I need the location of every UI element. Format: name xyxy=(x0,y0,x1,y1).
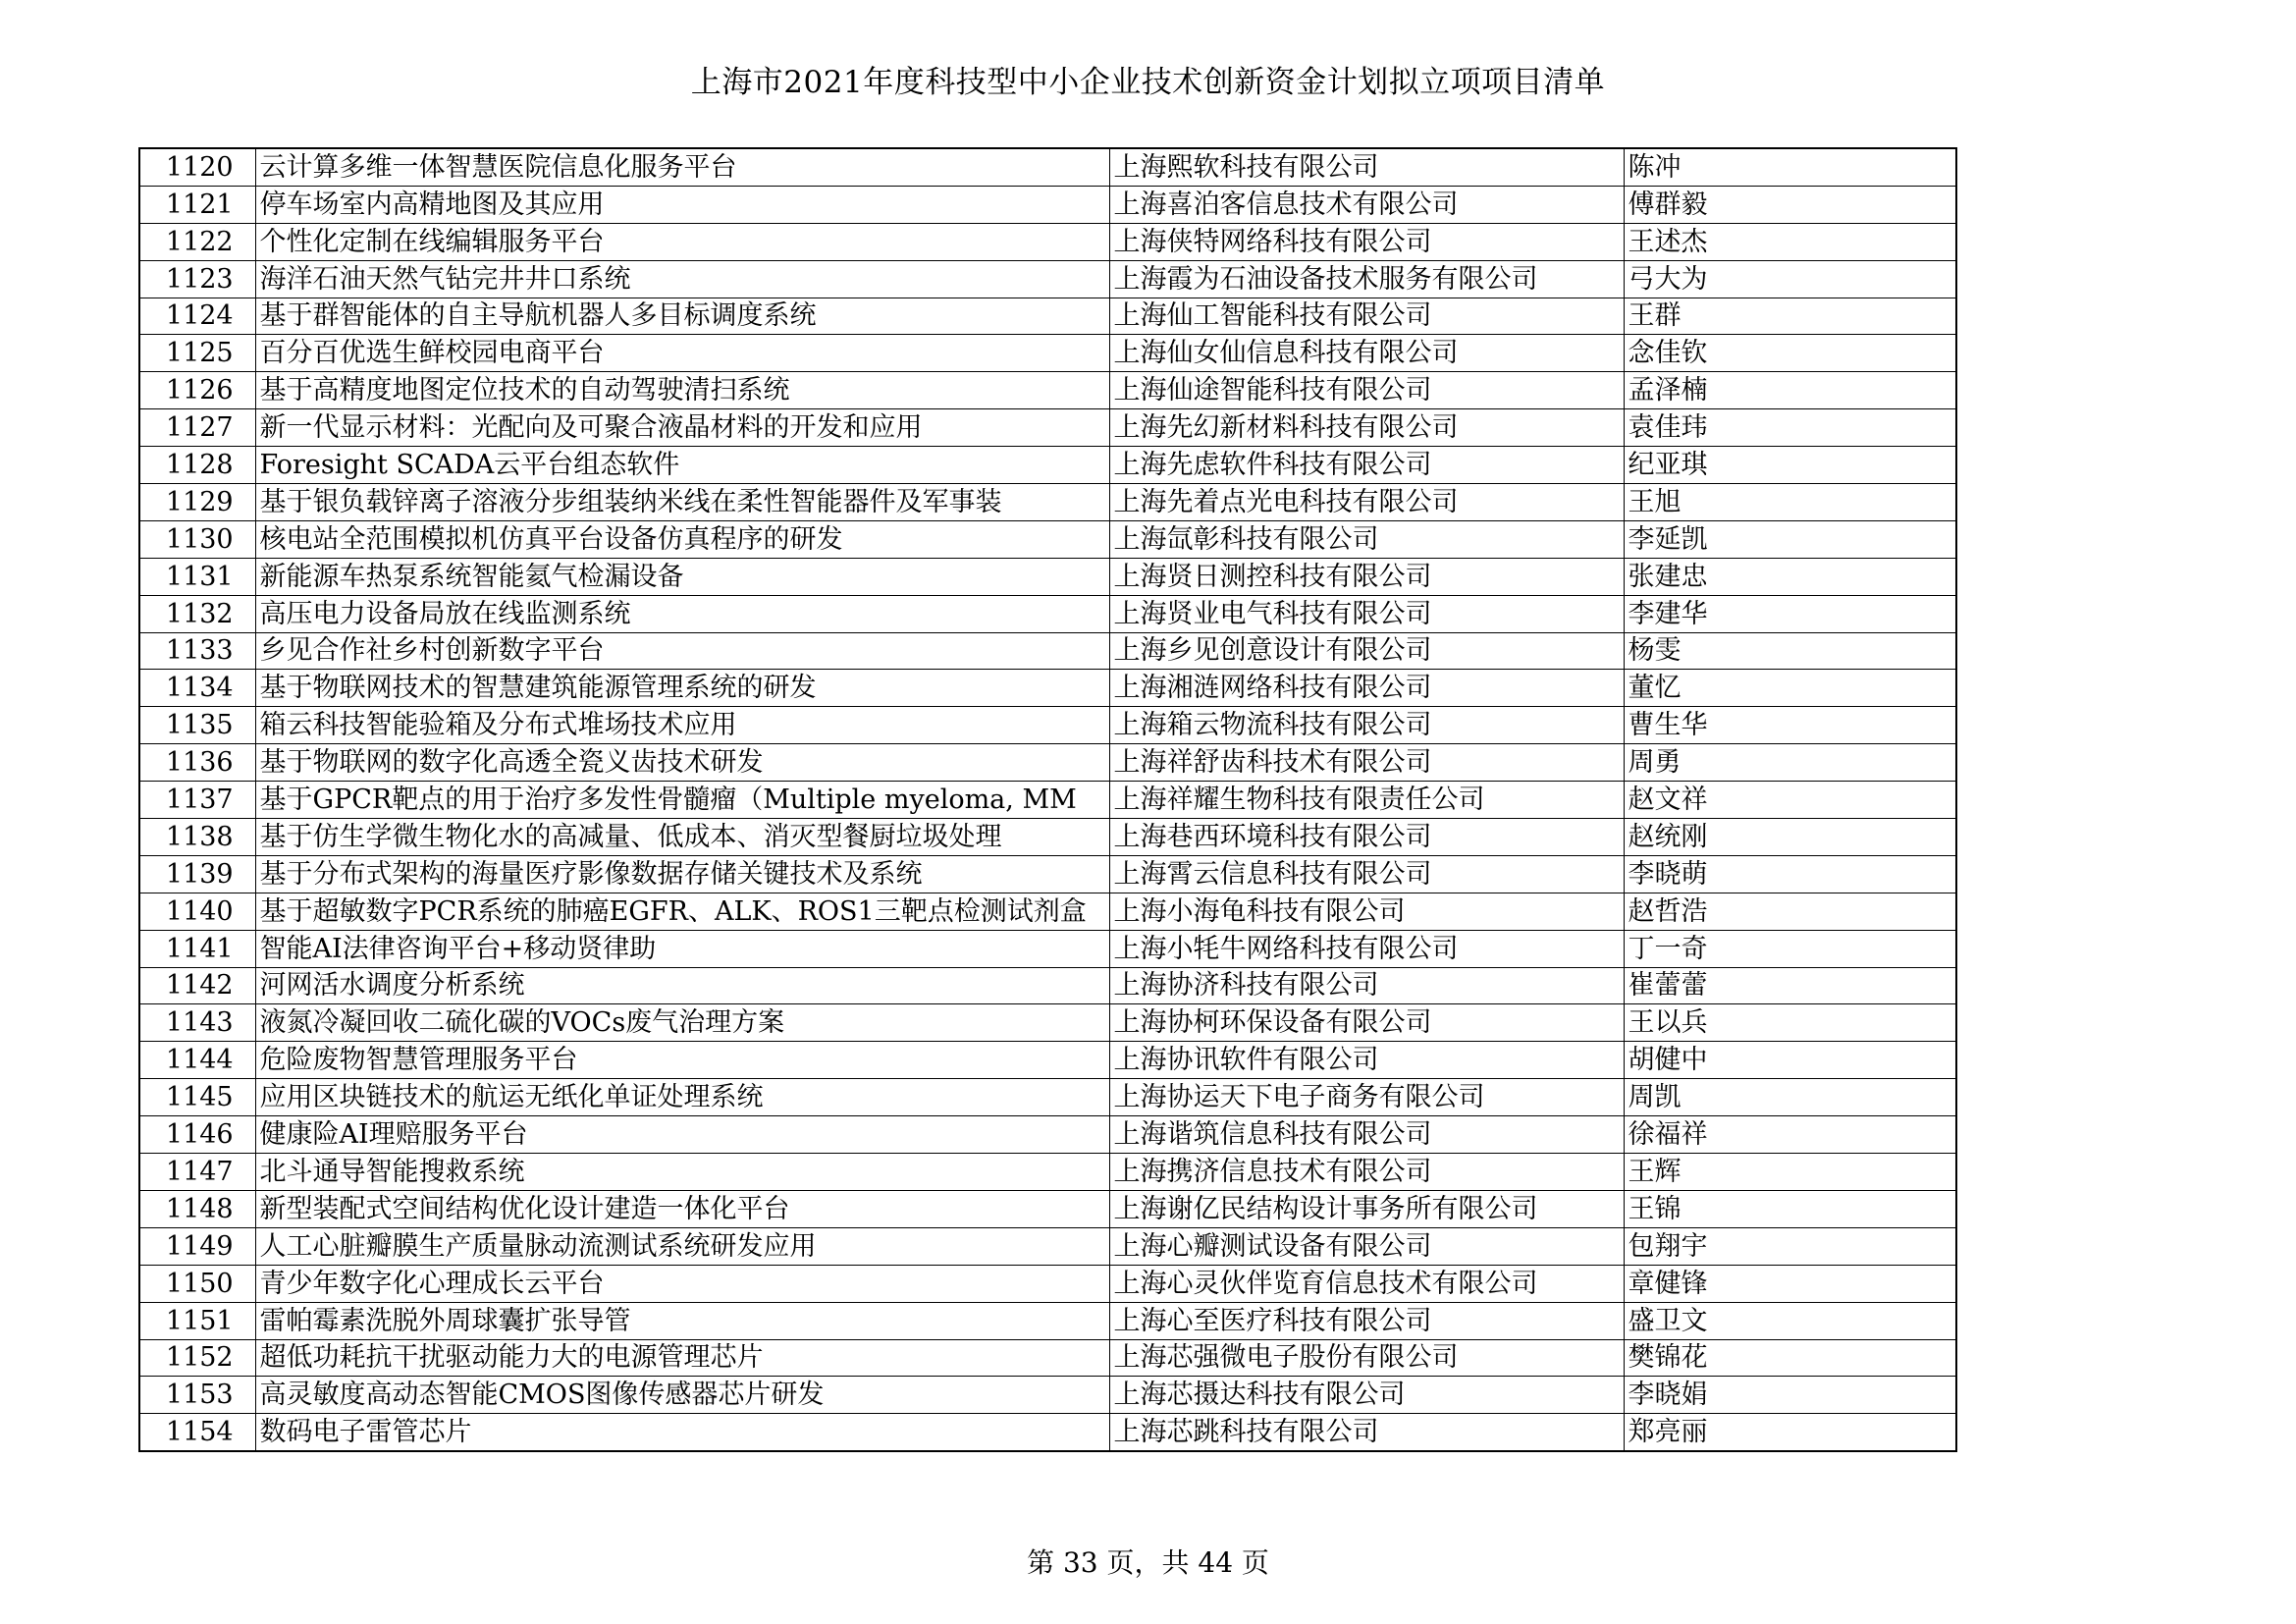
cell-company: 上海霞为石油设备技术服务有限公司 xyxy=(1109,260,1624,298)
table-row xyxy=(139,260,1956,298)
cell-project-name: 基于物联网的数字化高透全瓷义齿技术研发 xyxy=(255,744,1109,782)
table-row xyxy=(139,298,1956,335)
cell-number: 1150 xyxy=(139,1265,255,1302)
cell-number: 1124 xyxy=(139,298,255,335)
cell-project-name: 停车场室内高精地图及其应用 xyxy=(255,186,1109,223)
cell-contact-person: 盛卫文 xyxy=(1624,1302,1956,1339)
cell-contact-person: 赵文祥 xyxy=(1624,782,1956,819)
cell-company: 上海携济信息技术有限公司 xyxy=(1109,1154,1624,1191)
page-footer: 第 33 页，共 44 页 xyxy=(1027,1546,1269,1579)
cell-project-name: 云计算多维一体智慧医院信息化服务平台 xyxy=(255,148,1109,186)
cell-number: 1151 xyxy=(139,1302,255,1339)
table-body xyxy=(139,148,1956,1451)
cell-contact-person: 章健锋 xyxy=(1624,1265,1956,1302)
cell-number: 1131 xyxy=(139,558,255,595)
table-row xyxy=(139,223,1956,260)
cell-number: 1149 xyxy=(139,1227,255,1265)
cell-company: 上海祥耀生物科技有限责任公司 xyxy=(1109,782,1624,819)
cell-number: 1133 xyxy=(139,632,255,670)
table-row xyxy=(139,893,1956,930)
table-row xyxy=(139,1227,1956,1265)
cell-number: 1138 xyxy=(139,819,255,856)
table-row xyxy=(139,1154,1956,1191)
cell-contact-person: 崔蕾蕾 xyxy=(1624,967,1956,1004)
cell-number: 1134 xyxy=(139,670,255,707)
cell-number: 1143 xyxy=(139,1004,255,1042)
cell-company: 上海协济科技有限公司 xyxy=(1109,967,1624,1004)
cell-company: 上海湘涟网络科技有限公司 xyxy=(1109,670,1624,707)
cell-number: 1127 xyxy=(139,409,255,447)
cell-company: 上海熙软科技有限公司 xyxy=(1109,148,1624,186)
cell-contact-person: 王锦 xyxy=(1624,1190,1956,1227)
cell-contact-person: 纪亚琪 xyxy=(1624,447,1956,484)
table-row xyxy=(139,1042,1956,1079)
cell-company: 上海心瓣测试设备有限公司 xyxy=(1109,1227,1624,1265)
cell-project-name: 核电站全范围模拟机仿真平台设备仿真程序的研发 xyxy=(255,520,1109,558)
cell-project-name: 箱云科技智能验箱及分布式堆场技术应用 xyxy=(255,707,1109,744)
cell-contact-person: 孟泽楠 xyxy=(1624,372,1956,409)
cell-contact-person: 李建华 xyxy=(1624,595,1956,632)
cell-project-name: 河网活水调度分析系统 xyxy=(255,967,1109,1004)
cell-project-name: 高压电力设备局放在线监测系统 xyxy=(255,595,1109,632)
cell-company: 上海协运天下电子商务有限公司 xyxy=(1109,1079,1624,1116)
cell-company: 上海贤日测控科技有限公司 xyxy=(1109,558,1624,595)
cell-project-name: 超低功耗抗干扰驱动能力大的电源管理芯片 xyxy=(255,1339,1109,1377)
cell-company: 上海仙工智能科技有限公司 xyxy=(1109,298,1624,335)
cell-project-name: 雷帕霉素洗脱外周球囊扩张导管 xyxy=(255,1302,1109,1339)
table-row xyxy=(139,1339,1956,1377)
cell-number: 1153 xyxy=(139,1377,255,1414)
cell-number: 1132 xyxy=(139,595,255,632)
cell-project-name: 基于分布式架构的海量医疗影像数据存储关键技术及系统 xyxy=(255,855,1109,893)
cell-company: 上海芯强微电子股份有限公司 xyxy=(1109,1339,1624,1377)
table-row xyxy=(139,595,1956,632)
cell-project-name: 百分百优选生鲜校园电商平台 xyxy=(255,335,1109,372)
cell-contact-person: 李晓萌 xyxy=(1624,855,1956,893)
cell-project-name: 青少年数字化心理成长云平台 xyxy=(255,1265,1109,1302)
cell-project-name: 高灵敏度高动态智能CMOS图像传感器芯片研发 xyxy=(255,1377,1109,1414)
cell-company: 上海谐筑信息科技有限公司 xyxy=(1109,1116,1624,1154)
cell-company: 上海喜泊客信息技术有限公司 xyxy=(1109,186,1624,223)
cell-company: 上海先幻新材料科技有限公司 xyxy=(1109,409,1624,447)
cell-contact-person: 王述杰 xyxy=(1624,223,1956,260)
cell-number: 1144 xyxy=(139,1042,255,1079)
cell-contact-person: 傅群毅 xyxy=(1624,186,1956,223)
cell-number: 1145 xyxy=(139,1079,255,1116)
cell-number: 1128 xyxy=(139,447,255,484)
cell-contact-person: 包翔宇 xyxy=(1624,1227,1956,1265)
project-list xyxy=(138,147,1955,1452)
cell-contact-person: 董忆 xyxy=(1624,670,1956,707)
cell-number: 1140 xyxy=(139,893,255,930)
cell-project-name: 基于群智能体的自主导航机器人多目标调度系统 xyxy=(255,298,1109,335)
cell-contact-person: 赵哲浩 xyxy=(1624,893,1956,930)
cell-number: 1122 xyxy=(139,223,255,260)
table-row xyxy=(139,335,1956,372)
cell-company: 上海心灵伙伴览育信息技术有限公司 xyxy=(1109,1265,1624,1302)
cell-company: 上海侠特网络科技有限公司 xyxy=(1109,223,1624,260)
cell-project-name: 液氮冷凝回收二硫化碳的VOCs废气治理方案 xyxy=(255,1004,1109,1042)
cell-number: 1126 xyxy=(139,372,255,409)
cell-number: 1120 xyxy=(139,148,255,186)
table-row xyxy=(139,670,1956,707)
cell-company: 上海协柯环保设备有限公司 xyxy=(1109,1004,1624,1042)
cell-contact-person: 赵统刚 xyxy=(1624,819,1956,856)
project-table xyxy=(138,147,1957,1452)
cell-contact-person: 李晓娟 xyxy=(1624,1377,1956,1414)
cell-contact-person: 周凯 xyxy=(1624,1079,1956,1116)
table-row xyxy=(139,1004,1956,1042)
cell-company: 上海祥舒齿科技术有限公司 xyxy=(1109,744,1624,782)
cell-company: 上海氙彰科技有限公司 xyxy=(1109,520,1624,558)
cell-number: 1146 xyxy=(139,1116,255,1154)
cell-number: 1130 xyxy=(139,520,255,558)
cell-project-name: 新一代显示材料：光配向及可聚合液晶材料的开发和应用 xyxy=(255,409,1109,447)
cell-contact-person: 王辉 xyxy=(1624,1154,1956,1191)
cell-number: 1129 xyxy=(139,484,255,521)
table-row xyxy=(139,1079,1956,1116)
table-row xyxy=(139,632,1956,670)
table-row xyxy=(139,855,1956,893)
cell-contact-person: 周勇 xyxy=(1624,744,1956,782)
cell-number: 1121 xyxy=(139,186,255,223)
cell-company: 上海乡见创意设计有限公司 xyxy=(1109,632,1624,670)
cell-project-name: 新能源车热泵系统智能氦气检漏设备 xyxy=(255,558,1109,595)
page-title: 上海市2021年度科技型中小企业技术创新资金计划拟立项项目清单 xyxy=(690,65,1606,100)
table-row xyxy=(139,1190,1956,1227)
cell-project-name: 基于仿生学微生物化水的高减量、低成本、消灭型餐厨垃圾处理 xyxy=(255,819,1109,856)
cell-project-name: 新型装配式空间结构优化设计建造一体化平台 xyxy=(255,1190,1109,1227)
cell-project-name: 智能AI法律咨询平台+移动贤律助 xyxy=(255,930,1109,967)
cell-company: 上海先着点光电科技有限公司 xyxy=(1109,484,1624,521)
cell-number: 1136 xyxy=(139,744,255,782)
cell-contact-person: 曹生华 xyxy=(1624,707,1956,744)
cell-number: 1154 xyxy=(139,1414,255,1451)
cell-contact-person: 王旭 xyxy=(1624,484,1956,521)
cell-project-name: 应用区块链技术的航运无纸化单证处理系统 xyxy=(255,1079,1109,1116)
cell-project-name: 海洋石油天然气钻完井井口系统 xyxy=(255,260,1109,298)
table-row xyxy=(139,1414,1956,1451)
cell-company: 上海芯摄达科技有限公司 xyxy=(1109,1377,1624,1414)
cell-contact-person: 杨雯 xyxy=(1624,632,1956,670)
cell-contact-person: 张建忠 xyxy=(1624,558,1956,595)
cell-contact-person: 弓大为 xyxy=(1624,260,1956,298)
cell-project-name: 人工心脏瓣膜生产质量脉动流测试系统研发应用 xyxy=(255,1227,1109,1265)
cell-contact-person: 李延凯 xyxy=(1624,520,1956,558)
cell-contact-person: 袁佳玮 xyxy=(1624,409,1956,447)
cell-project-name: Foresight SCADA云平台组态软件 xyxy=(255,447,1109,484)
cell-contact-person: 樊锦花 xyxy=(1624,1339,1956,1377)
cell-project-name: 个性化定制在线编辑服务平台 xyxy=(255,223,1109,260)
cell-number: 1135 xyxy=(139,707,255,744)
cell-company: 上海巷西环境科技有限公司 xyxy=(1109,819,1624,856)
table-row xyxy=(139,930,1956,967)
cell-company: 上海仙途智能科技有限公司 xyxy=(1109,372,1624,409)
cell-company: 上海霄云信息科技有限公司 xyxy=(1109,855,1624,893)
cell-project-name: 基于银负载锌离子溶液分步组装纳米线在柔性智能器件及军事装 xyxy=(255,484,1109,521)
cell-number: 1139 xyxy=(139,855,255,893)
cell-contact-person: 王群 xyxy=(1624,298,1956,335)
cell-project-name: 危险废物智慧管理服务平台 xyxy=(255,1042,1109,1079)
cell-contact-person: 王以兵 xyxy=(1624,1004,1956,1042)
cell-company: 上海先虑软件科技有限公司 xyxy=(1109,447,1624,484)
table-row xyxy=(139,782,1956,819)
cell-number: 1148 xyxy=(139,1190,255,1227)
cell-contact-person: 丁一奇 xyxy=(1624,930,1956,967)
table-row xyxy=(139,1377,1956,1414)
cell-company: 上海谢亿民结构设计事务所有限公司 xyxy=(1109,1190,1624,1227)
cell-company: 上海协讯软件有限公司 xyxy=(1109,1042,1624,1079)
table-row xyxy=(139,707,1956,744)
table-row xyxy=(139,1116,1956,1154)
cell-contact-person: 陈冲 xyxy=(1624,148,1956,186)
table-row xyxy=(139,372,1956,409)
cell-project-name: 基于高精度地图定位技术的自动驾驶清扫系统 xyxy=(255,372,1109,409)
cell-company: 上海小牦牛网络科技有限公司 xyxy=(1109,930,1624,967)
cell-project-name: 基于物联网技术的智慧建筑能源管理系统的研发 xyxy=(255,670,1109,707)
cell-contact-person: 徐福祥 xyxy=(1624,1116,1956,1154)
cell-number: 1147 xyxy=(139,1154,255,1191)
table-row xyxy=(139,744,1956,782)
cell-number: 1137 xyxy=(139,782,255,819)
cell-contact-person: 胡健中 xyxy=(1624,1042,1956,1079)
table-row xyxy=(139,558,1956,595)
cell-project-name: 乡见合作社乡村创新数字平台 xyxy=(255,632,1109,670)
table-row xyxy=(139,1265,1956,1302)
table-row xyxy=(139,484,1956,521)
cell-company: 上海芯跳科技有限公司 xyxy=(1109,1414,1624,1451)
cell-project-name: 北斗通导智能搜救系统 xyxy=(255,1154,1109,1191)
cell-company: 上海贤业电气科技有限公司 xyxy=(1109,595,1624,632)
table-row xyxy=(139,520,1956,558)
cell-number: 1141 xyxy=(139,930,255,967)
cell-number: 1125 xyxy=(139,335,255,372)
cell-company: 上海心至医疗科技有限公司 xyxy=(1109,1302,1624,1339)
cell-company: 上海小海龟科技有限公司 xyxy=(1109,893,1624,930)
cell-contact-person: 郑亮丽 xyxy=(1624,1414,1956,1451)
cell-project-name: 基于GPCR靶点的用于治疗多发性骨髓瘤（Multiple myeloma, MM xyxy=(255,782,1109,819)
cell-company: 上海仙女仙信息科技有限公司 xyxy=(1109,335,1624,372)
table-row xyxy=(139,186,1956,223)
table-row xyxy=(139,409,1956,447)
table-row xyxy=(139,819,1956,856)
cell-number: 1142 xyxy=(139,967,255,1004)
table-row xyxy=(139,967,1956,1004)
cell-company: 上海箱云物流科技有限公司 xyxy=(1109,707,1624,744)
table-row xyxy=(139,1302,1956,1339)
table-row xyxy=(139,148,1956,186)
cell-number: 1123 xyxy=(139,260,255,298)
cell-project-name: 基于超敏数字PCR系统的肺癌EGFR、ALK、ROS1三靶点检测试剂盒 xyxy=(255,893,1109,930)
cell-number: 1152 xyxy=(139,1339,255,1377)
cell-contact-person: 念佳钦 xyxy=(1624,335,1956,372)
cell-project-name: 健康险AI理赔服务平台 xyxy=(255,1116,1109,1154)
table-row xyxy=(139,447,1956,484)
cell-project-name: 数码电子雷管芯片 xyxy=(255,1414,1109,1451)
